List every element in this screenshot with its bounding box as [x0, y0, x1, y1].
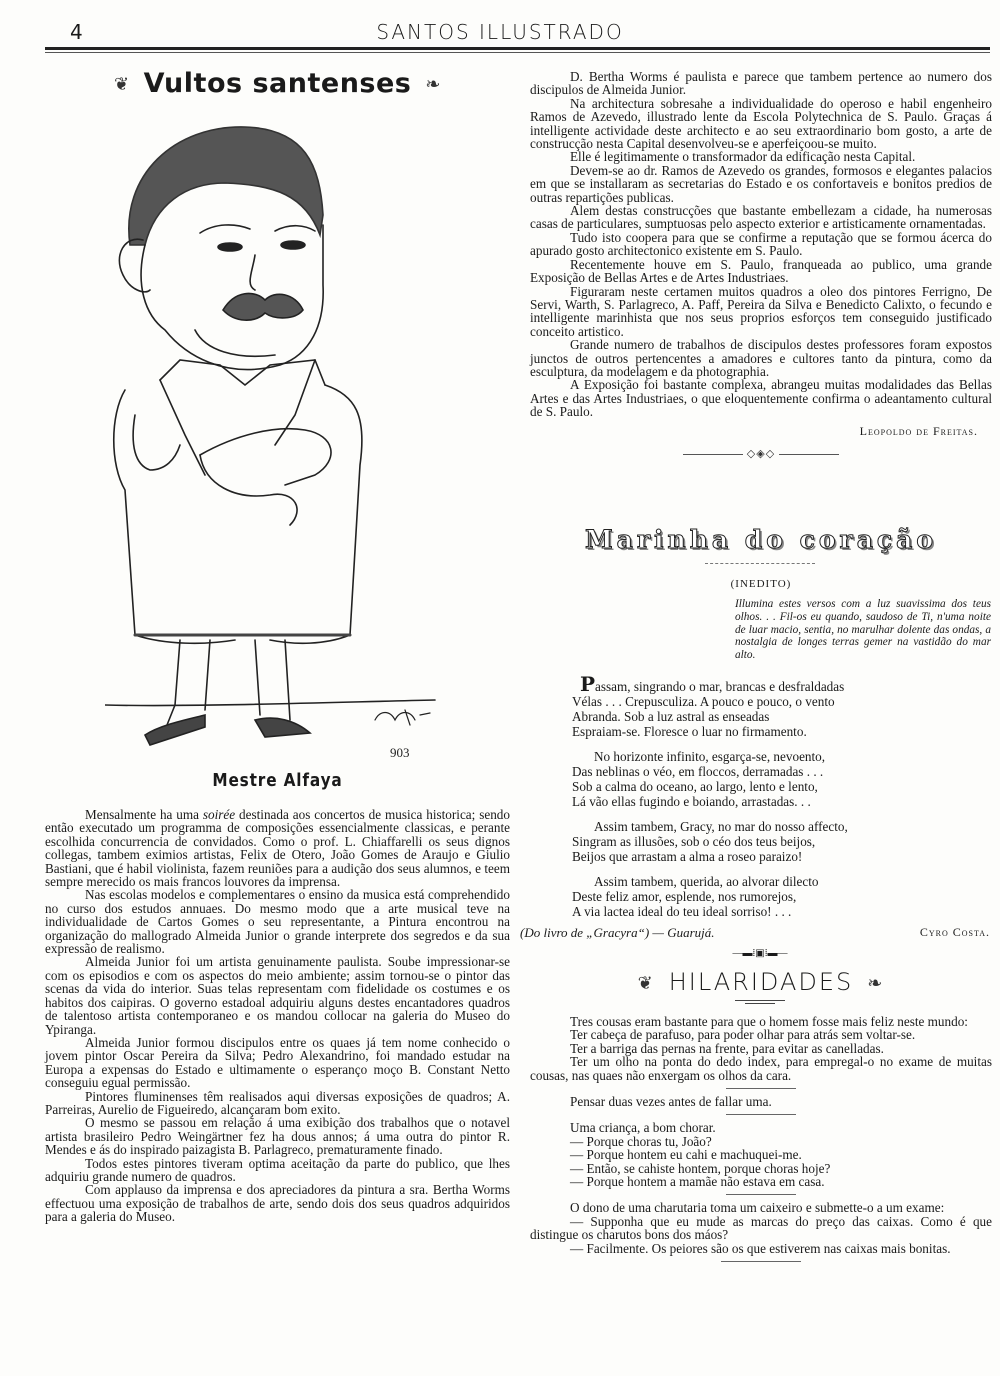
flourish-left-icon: ❦: [637, 972, 655, 994]
illustration-caption: Mestre Alfaya: [212, 770, 343, 791]
header-rule-thin: [45, 52, 990, 53]
poem-line: No horizonte infinito, esgarça-se, nevoento,: [594, 749, 826, 764]
joke-paragraph: Ter cabeça de parafuso, para poder olhar para atrás sem voltar-se.: [570, 1027, 916, 1043]
article-paragraph: Pintores fluminenses têm realisados aqui diversas exposições de quadros; A. Parreiras, Aurelio de Figueiredo, alcançaram bom exito.: [45, 1088, 510, 1117]
joke-line: Uma criança, a bom chorar.: [570, 1120, 716, 1136]
section-divider-ornament: [530, 448, 992, 461]
joke-paragraph: O dono de uma charutaria toma um caixeiro e submette-o a um exame:: [570, 1200, 945, 1216]
joke-divider: [726, 1088, 796, 1089]
article-paragraph: Figuraram neste certamen muitos quadros a oleo dos pintores Ferrigno, De Servi, Warth, S. Parlagreco, A. Paff, Pereira da Silva e Benedicto Calixto, o fecundo e intelligente marinhista que nos seus proprios esforços tem conseguido justificado conceito artistico.: [530, 283, 992, 339]
right-column-article: [530, 70, 992, 461]
poem-source: (Do livro de „Gracyra“) — Guarujá.: [520, 925, 715, 940]
article-paragraph: Devem-se ao dr. Ramos de Azevedo os grandes, formosos e elegantes palacios em que se installaram as secretarias do Estado e os confortaveis e bonitos predios de outras repartições publicas.: [530, 162, 992, 205]
poem-title: Marinha do coração: [584, 525, 938, 554]
article-paragraph: Com applauso da imprensa e dos apreciadores da pintura a sra. Bertha Worms effectuou uma exposição de trabalhos de arte, sendo dois dos seus quadros adquiridos para a galeria do Museo.: [45, 1182, 510, 1225]
poem-line: Passam, singrando o mar, brancas e desfraldadas: [580, 672, 845, 696]
article-paragraph: Tudo isto coopera para que se confirme a reputação que se formou ácerca do apurado gosto architectonico existente em S. Paulo.: [530, 229, 992, 259]
poem-line: Das neblinas o véo, em floccos, derramadas . . .: [572, 764, 824, 779]
article-paragraph: Almeida Junior foi um artista genuinamente paulista. Soube impressionar-se com os episodios e com os aspectos do meio ambiente; assim tornou-se o pintor das scenas da vida do interior. Suas telas representam com fidelidade os costumes e os habitos dos caipiras. O governo estadoal adquiriu alguns destes encantadores quadros de talentoso artista contemporaneo e os mandou collocar na galeria do Museo do Ypiranga.: [45, 954, 510, 1037]
section-title-vultos: [45, 68, 510, 99]
poem-credit: [520, 925, 990, 941]
joke-line: — Porque hontem a mamãe não estava em casa.: [570, 1174, 825, 1190]
joke-paragraph: Tres cousas eram bastante para que o homem fosse mais feliz neste mundo:: [570, 1014, 968, 1029]
publication-title: SANTOS ILLUSTRADO: [376, 20, 624, 44]
poem-line: Lá vão ellas fugindo e boiando, arrastadas. . .: [572, 794, 811, 809]
joke-paragraph: Ter a barriga das pernas na frente, para evitar as canelladas.: [570, 1040, 884, 1056]
page-number: 4: [70, 20, 83, 44]
caricature-illustration: [105, 115, 450, 765]
title-rule: [735, 1000, 785, 1001]
poem-line: Deste feliz amor, esplende, nos rumorejos,: [572, 889, 797, 904]
section-title-text: Vultos santenses: [143, 68, 412, 99]
left-column-article: [45, 808, 510, 1224]
section-title-text: HILARIDADES: [668, 968, 854, 996]
joke-line: — Porque choras tu, João?: [570, 1133, 712, 1149]
wavy-rule: [705, 563, 815, 564]
joke-paragraph: Ter um olho na ponta do dedo index, para empregal-o no exame de muitas cousas, nas quaes não enxergam os olhos da cara.: [530, 1054, 992, 1083]
article-paragraph: Na architectura sobresahe a individualidade do operoso e habil engenheiro Ramos de Azevedo, illustrado lente da Escola Polytechnica de S. Paulo. Graças á intelligente actividade deste architecto e ao seu extraordinario bom gosto, a arte de construcção nesta Capital desenvolveu-se e aperfeiçoou-se muito.: [530, 95, 992, 152]
header-rule: [45, 47, 990, 50]
poem-line: Singram as illusões, sob o céo dos teus beijos,: [572, 834, 816, 849]
flourish-right-icon: ❧: [425, 74, 441, 95]
poem-line: A via lactea ideal do teu ideal sorriso! . . .: [572, 904, 792, 919]
article-paragraph: Mensalmente ha uma soirée destinada aos concertos de musica historica; sendo então executado um programma de composições essencialmente classicas, e perante escolhida concurrencia de convidados. Como o prof. L. Chiaffarelli os seus dignos collegas, tambem eximios artistas, Felix de Otero, João Gomes de Araujo e Giulio Bastiani, que é habil violinista, fazem reuniões para a audição dos seus alumnos, e teem sempre merecido os mais francos louvores da imprensa.: [45, 807, 510, 890]
article-paragraph: Almeida Junior formou discipulos entre os quaes já tem nome conhecido o jovem pintor Oscar Pereira da Silva; Pedro Alexandrino, foi mandado estudar na Europa a expensas do Estado e ultimamente o esperanço moço B. Constant Netto conseguiu egual permissão.: [45, 1034, 510, 1091]
article-paragraph: Alem destas construcções que bastante embellezam a cidade, ha numerosas casas de particulares, sumptuosas pelo aspecto exterior e artisticamente ornamentadas.: [530, 203, 992, 232]
poem-epigraph: Illumina estes versos com a luz suavissima dos teus olhos. . . Fil-os eu quando, saudoso de Ti, n'uma noite de luar macio, sentia, no marulhar dolente das ondas, a nostalgia de longes terras gemer na vastidão do mar alto.: [735, 598, 991, 662]
poem-line: Assim tambem, Gracy, no mar do nosso affecto,: [594, 819, 848, 834]
poem-body: [572, 672, 972, 929]
poem-stanza: [572, 819, 972, 864]
poem-stanza: [572, 874, 972, 919]
joke-divider: [726, 1114, 796, 1115]
article-paragraph: Recentemente houve em S. Paulo, franqueada ao publico, uma grande Exposição de Bellas Artes e de Artes Industriaes.: [530, 256, 992, 286]
poem-line: Espraiam-se. Floresce o luar no firmamento.: [572, 724, 807, 739]
poem-subtitle: (INEDITO): [730, 578, 792, 590]
section-divider-ornament-2: —▬⁞▣⁞▬—: [732, 948, 788, 959]
joke-paragraph: — Facilmente. Os peiores são os que estiverem nas caixas mais bonitas.: [570, 1240, 951, 1256]
article-paragraph: Elle é legitimamente o transformador da edificação nesta Capital.: [570, 149, 916, 165]
end-divider: [721, 1261, 801, 1262]
poem-line: Vélas . . . Crepusculiza. A pouco e pouco, o vento: [572, 694, 835, 709]
article-paragraph: Todos estes pintores tiveram optima aceitação da parte do publico, que lhes adquiriu grande numero de quadros.: [45, 1155, 510, 1184]
poem-stanza: [572, 749, 972, 809]
article-paragraph: O mesmo se passou em relação á uma exibição dos trabalhos que o notavel artista brasileiro Pedro Weingärtner fez ha dous annos; á uma outra do pintor R. Mendes e ás do inspirado paizagista B. Parlagreco, prematuramente finado.: [45, 1115, 510, 1158]
poem-line: Assim tambem, querida, ao alvorar dilecto: [594, 874, 819, 889]
section-title-hilaridades: [530, 968, 992, 996]
joke-paragraph: Pensar duas vezes antes de fallar uma.: [570, 1094, 772, 1110]
article-paragraph: Nas escolas modelos e complementares o ensino da musica está comprehendido no curso dos estudos annuaes. Do mesmo modo que a arte musical teve na individualidade de Cartos Gomes o seu representante, a Pintura encontrou na organização do mallogrado Almeida Junior o grande interprete dos segredos e da sua expressão de realismo.: [45, 887, 510, 957]
diamond-ornament-icon: ◇◈◇: [746, 447, 776, 460]
joke-divider: [726, 1194, 796, 1195]
poem-line: Beijos que arrastam a alma a roseo paraizo!: [572, 849, 803, 864]
hilaridades-body: [530, 1015, 992, 1268]
article-paragraph: A Exposição foi bastante complexa, abrangeu muitas modalidades das Bellas Artes e das Artes Industriaes, o que eloquentemente confirma o adeantamento cultural de S. Paulo.: [530, 377, 992, 420]
drop-cap: P: [580, 672, 596, 696]
flourish-left-icon: ❦: [114, 74, 130, 95]
title-rule: [745, 1003, 775, 1004]
flourish-right-icon: ❧: [867, 972, 885, 994]
poem-line: Abranda. Sob a luz astral as enseadas: [572, 709, 770, 724]
joke-line: — Então, se cahiste hontem, porque choras hoje?: [570, 1160, 831, 1176]
article-paragraph: Grande numero de trabalhos de discipulos destes professores foram expostos junctos de outros pertencentes a amadores e cultores tanto da pintura, como da esculptura, da modelagem e da photographia.: [530, 337, 992, 379]
illustration-year: 903: [390, 745, 410, 760]
article-author-signature: Leopoldo de Freitas.: [859, 423, 978, 438]
joke-line: — Porque hontem eu cahi e machuquei-me.: [570, 1147, 802, 1163]
poem-line: Sob a calma do oceano, ao largo, lento e lento,: [572, 779, 818, 794]
joke-paragraph: — Supponha que eu mude as marcas do preço das caixas. Como é que distingue os charutos bons dos máos?: [530, 1213, 992, 1243]
poem-author: Cyro Costa.: [919, 925, 990, 939]
article-paragraph: D. Bertha Worms é paulista e parece que tambem pertence ao numero dos discipulos de Almeida Junior.: [530, 69, 992, 98]
poem-stanza: [572, 672, 972, 739]
